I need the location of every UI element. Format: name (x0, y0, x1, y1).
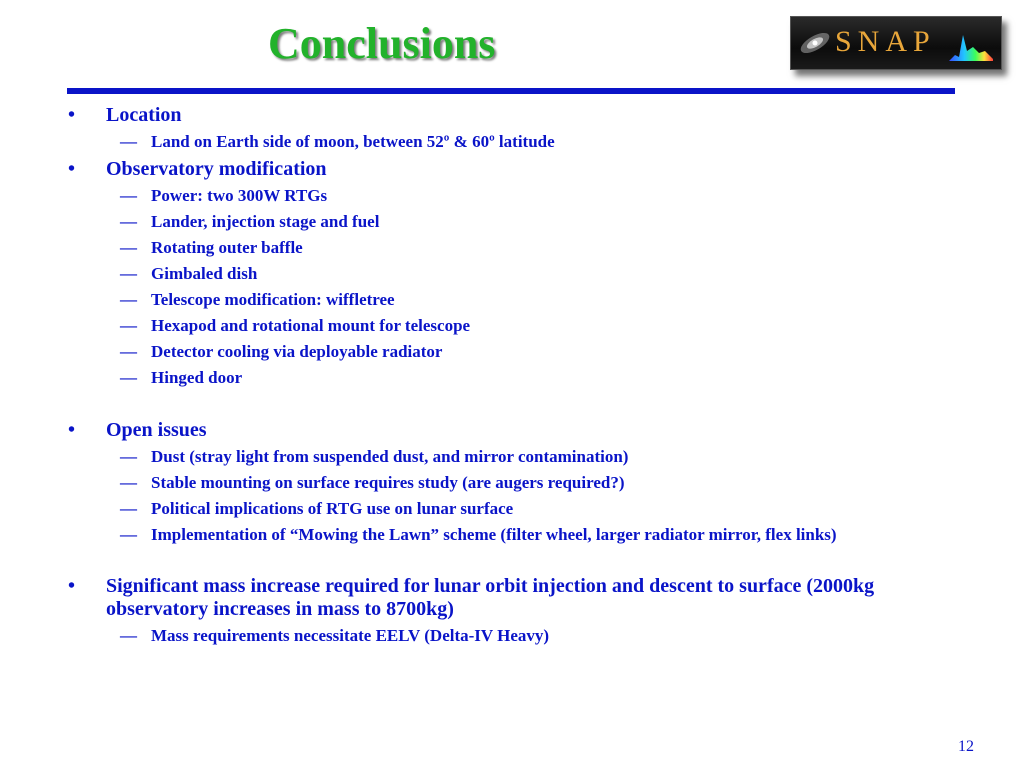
bullet-observatory-modification (66, 158, 966, 388)
dash-marker: — (120, 447, 137, 466)
sub-bullet (66, 211, 966, 232)
sub-bullet-text: Telescope modification: wiffletree (151, 290, 395, 309)
sub-bullet (66, 446, 966, 467)
sub-bullet-text: Rotating outer baffle (151, 238, 303, 257)
bullet-mass-increase (66, 575, 906, 646)
bullet-text: Location (106, 104, 182, 126)
dash-marker: — (120, 132, 137, 151)
dash-marker: — (120, 290, 137, 309)
bullet-open-issues (66, 419, 966, 545)
sub-bullet-text: Hexapod and rotational mount for telescope (151, 316, 471, 335)
sub-bullet (66, 237, 966, 258)
sub-bullet (66, 263, 966, 284)
dash-marker: — (120, 186, 137, 205)
sub-bullet-text: Hinged door (151, 368, 243, 387)
logo-text: SNAP (835, 25, 936, 58)
dash-marker: — (120, 264, 137, 283)
sub-bullet (66, 472, 966, 493)
dash-marker: — (120, 212, 137, 231)
sub-bullet (66, 625, 906, 646)
sub-bullet-text: Implementation of “Mowing the Lawn” scheme (filter wheel, larger radiator mirror, flex links) (151, 525, 837, 544)
dash-marker: — (120, 342, 137, 361)
snap-logo (790, 16, 1002, 70)
sub-bullet-text: Mass requirements necessitate EELV (Delta-IV Heavy) (151, 626, 550, 645)
bullet-marker: • (68, 575, 76, 597)
slide-title: Conclusions (268, 19, 496, 68)
sub-bullet-text: Power: two 300W RTGs (151, 186, 328, 205)
bullet-marker: • (68, 158, 76, 180)
sub-bullet (66, 315, 966, 336)
sub-bullet (66, 524, 931, 545)
dash-marker: — (120, 316, 137, 335)
spectrum-icon (947, 29, 995, 63)
sub-bullet-text: Lander, injection stage and fuel (151, 212, 380, 231)
dash-marker: — (120, 368, 137, 387)
bullet-text: Open issues (106, 419, 207, 441)
dash-marker: — (120, 473, 137, 492)
sub-bullet (66, 341, 966, 362)
dash-marker: — (120, 525, 137, 544)
sub-bullet-text: Stable mounting on surface requires study (are augers required?) (151, 473, 625, 492)
sub-bullet (66, 367, 966, 388)
title-divider (67, 88, 955, 94)
bullet-list (66, 104, 966, 646)
page-number: 12 (958, 738, 974, 755)
sub-bullet-text: Dust (stray light from suspended dust, and mirror contamination) (151, 447, 629, 466)
sub-bullet (66, 498, 966, 519)
dash-marker: — (120, 238, 137, 257)
dash-marker: — (120, 626, 137, 645)
sub-bullet-text: Detector cooling via deployable radiator (151, 342, 443, 361)
sub-bullet-text: Political implications of RTG use on lunar surface (151, 499, 514, 518)
bullet-text: Observatory modification (106, 158, 327, 180)
galaxy-icon (795, 23, 835, 63)
bullet-text: Significant mass increase required for lunar orbit injection and descent to surface (2000kg observatory increases in mass to 8700kg) (106, 575, 875, 620)
dash-marker: — (120, 499, 137, 518)
bullet-location (66, 104, 966, 152)
sub-bullet-text: Gimbaled dish (151, 264, 258, 283)
bullet-marker: • (68, 419, 76, 441)
sub-bullet (66, 131, 966, 152)
sub-bullet-text: Land on Earth side of moon, between 52º & 60º latitude (151, 132, 555, 151)
bullet-marker: • (68, 104, 76, 126)
sub-bullet (66, 185, 966, 206)
sub-bullet (66, 289, 966, 310)
